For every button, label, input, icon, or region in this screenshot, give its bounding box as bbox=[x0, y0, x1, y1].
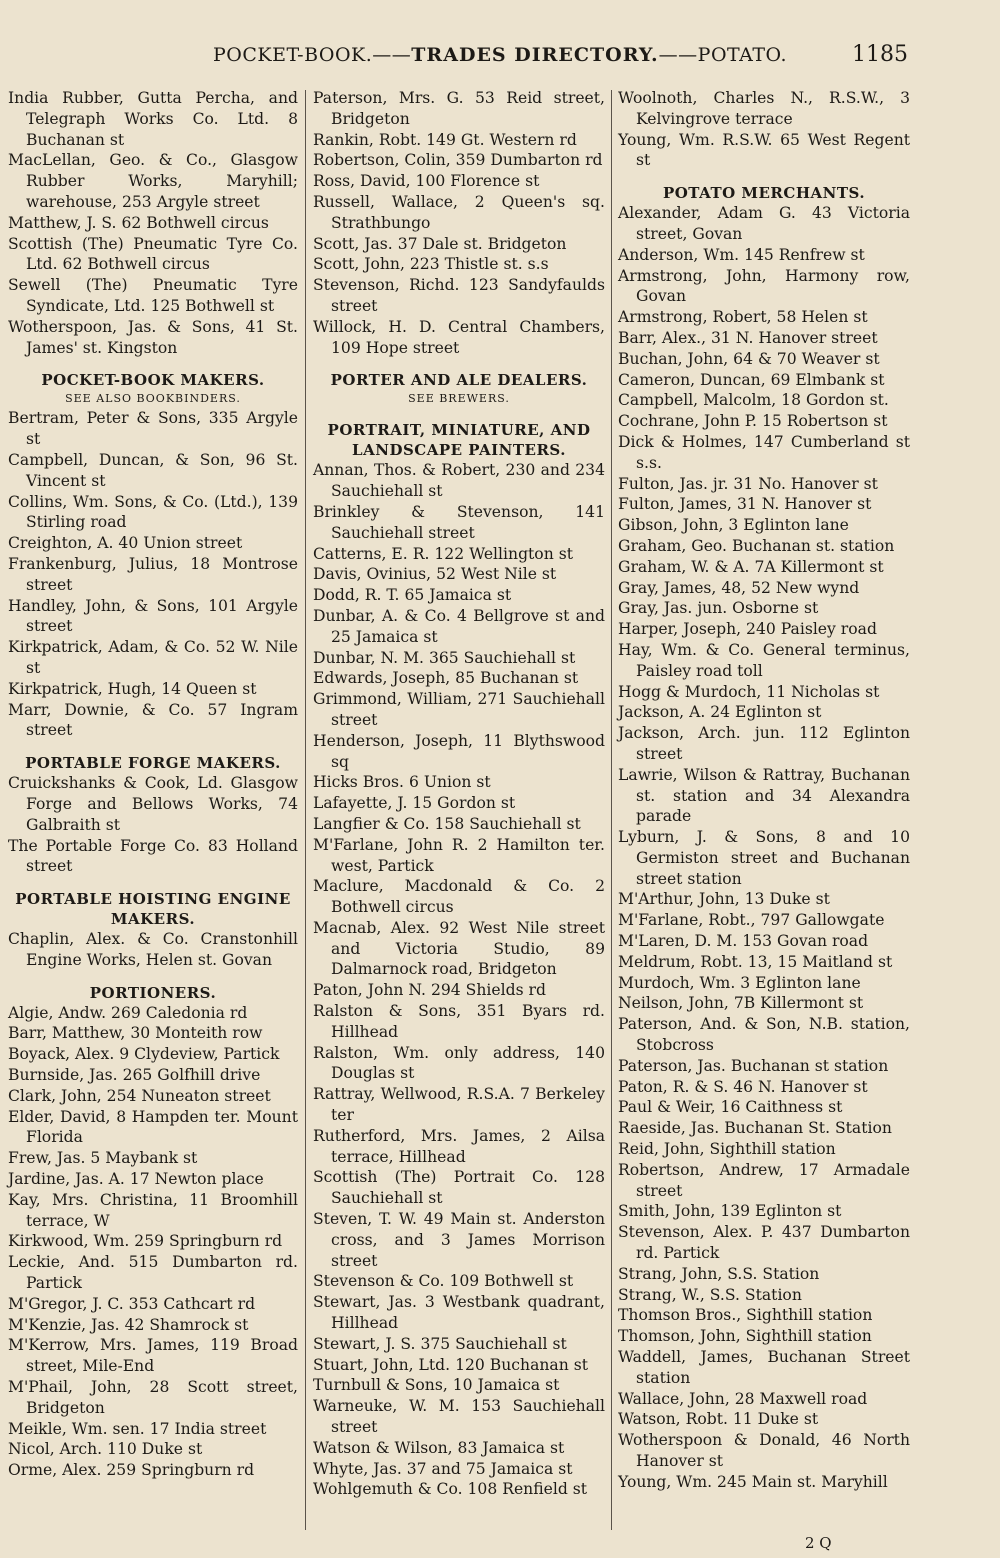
directory-entry: Rattray, Wellwood, R.S.A. 7 Berkeley ter bbox=[313, 1085, 605, 1125]
directory-entry: Collins, Wm. Sons, & Co. (Ltd.), 139 Stirling road bbox=[8, 492, 298, 532]
directory-entry: Paul & Weir, 16 Caithness st bbox=[618, 1098, 843, 1117]
column-rule bbox=[611, 90, 612, 1530]
directory-entry: Boyack, Alex. 9 Clydeview, Partick bbox=[8, 1045, 280, 1064]
directory-entry: Paterson, Jas. Buchanan st station bbox=[618, 1056, 889, 1075]
directory-entry: Strang, W., S.S. Station bbox=[618, 1285, 802, 1304]
directory-entry: Nicol, Arch. 110 Duke st bbox=[8, 1440, 203, 1459]
directory-entry: Harper, Joseph, 240 Paisley road bbox=[618, 620, 877, 639]
signature-mark: 2 Q bbox=[805, 1534, 832, 1552]
directory-entry: Robertson, Colin, 359 Dumbarton rd bbox=[313, 151, 603, 170]
directory-entry: Lyburn, J. & Sons, 8 and 10 Germiston street and Buchanan street station bbox=[618, 828, 910, 888]
directory-entry: Leckie, And. 515 Dumbarton rd. Partick bbox=[8, 1253, 298, 1293]
directory-entry: Edwards, Joseph, 85 Buchanan st bbox=[313, 669, 579, 688]
entry-list bbox=[8, 88, 298, 358]
directory-entry: Fulton, James, 31 N. Hanover st bbox=[618, 495, 872, 514]
directory-entry: Brinkley & Stevenson, 141 Sauchiehall street bbox=[313, 502, 605, 542]
directory-entry: Strang, John, S.S. Station bbox=[618, 1264, 820, 1283]
directory-entry: Warneuke, W. M. 153 Sauchiehall street bbox=[313, 1397, 605, 1437]
directory-entry: Wotherspoon, Jas. & Sons, 41 St. James' st. Kingston bbox=[8, 317, 298, 357]
directory-entry: Hicks Bros. 6 Union st bbox=[313, 773, 491, 792]
directory-entry: Alexander, Adam G. 43 Victoria street, Govan bbox=[618, 204, 910, 243]
directory-entry: Paton, R. & S. 46 N. Hanover st bbox=[618, 1077, 868, 1096]
directory-entry: Paterson, Mrs. G. 53 Reid street, Bridgeton bbox=[313, 89, 605, 128]
directory-entry: Waddell, James, Buchanan Street station bbox=[618, 1348, 910, 1387]
see-also-note: SEE BREWERS. bbox=[408, 392, 510, 406]
directory-entry: Hogg & Murdoch, 11 Nicholas st bbox=[618, 682, 880, 701]
entry-list bbox=[8, 1003, 298, 1481]
directory-entry: Stevenson & Co. 109 Bothwell st bbox=[313, 1272, 574, 1291]
directory-entry: Macnab, Alex. 92 West Nile street and Victoria Studio, 89 Dalmarnock road, Bridgeton bbox=[313, 918, 605, 979]
directory-entry: Dick & Holmes, 147 Cumberland st s.s. bbox=[618, 432, 910, 472]
header-right: ——POTATO. bbox=[658, 44, 788, 66]
directory-entry: Graham, W. & A. 7A Killermont st bbox=[618, 557, 884, 576]
directory-entry: M'Farlane, John R. 2 Hamilton ter. west, Partick bbox=[313, 835, 605, 875]
directory-entry: MacLellan, Geo. & Co., Glasgow Rubber Works, Maryhill; warehouse, 253 Argyle street bbox=[8, 151, 298, 211]
directory-entry: Whyte, Jas. 37 and 75 Jamaica st bbox=[313, 1459, 573, 1478]
directory-entry: Marr, Downie, & Co. 57 Ingram street bbox=[8, 700, 298, 740]
section-heading: POTATO MERCHANTS. bbox=[662, 184, 866, 203]
directory-entry: Burnside, Jas. 265 Golfhill drive bbox=[8, 1066, 261, 1085]
entry-list bbox=[8, 929, 298, 971]
directory-entry: M'Farlane, Robt., 797 Gallowgate bbox=[618, 911, 885, 930]
directory-entry: Barr, Alex., 31 N. Hanover street bbox=[618, 328, 878, 347]
directory-entry: Paton, John N. 294 Shields rd bbox=[313, 981, 546, 1000]
directory-entry: Frew, Jas. 5 Maybank st bbox=[8, 1149, 198, 1168]
directory-entry: Paterson, And. & Son, N.B. station, Stobcross bbox=[618, 1015, 910, 1055]
directory-entry: Anderson, Wm. 145 Renfrew st bbox=[618, 245, 865, 264]
directory-entry: M'Phail, John, 28 Scott street, Bridgeton bbox=[8, 1378, 298, 1417]
directory-entry: Young, Wm. 245 Main st. Maryhill bbox=[618, 1472, 888, 1491]
section-heading: POCKET-BOOK MAKERS. bbox=[41, 371, 265, 390]
directory-entry: Sewell (The) Pneumatic Tyre Syndicate, Ltd. 125 Bothwell st bbox=[8, 276, 298, 315]
section-heading: PORTRAIT, MINIATURE, AND LANDSCAPE PAINTERS. bbox=[327, 421, 591, 460]
directory-entry: M'Kerrow, Mrs. James, 119 Broad street, Mile-End bbox=[8, 1336, 298, 1376]
directory-entry: Matthew, J. S. 62 Bothwell circus bbox=[8, 213, 269, 232]
directory-entry: Willock, H. D. Central Chambers, 109 Hope street bbox=[313, 317, 605, 357]
directory-entry: Smith, John, 139 Eglinton st bbox=[618, 1202, 842, 1221]
column-rule bbox=[305, 90, 306, 1530]
directory-entry: Thomson Bros., Sighthill station bbox=[618, 1306, 873, 1325]
directory-entry: Watson & Wilson, 83 Jamaica st bbox=[313, 1438, 565, 1457]
running-header bbox=[0, 42, 1000, 76]
directory-entry: Turnbull & Sons, 10 Jamaica st bbox=[313, 1376, 560, 1395]
directory-entry: Ralston, Wm. only address, 140 Douglas st bbox=[313, 1043, 605, 1083]
entry-list bbox=[8, 773, 298, 877]
directory-entry: Dunbar, N. M. 365 Sauchiehall st bbox=[313, 648, 576, 667]
directory-entry: Robertson, Andrew, 17 Armadale street bbox=[618, 1160, 910, 1200]
directory-entry: Gibson, John, 3 Eglinton lane bbox=[618, 516, 849, 535]
column-2 bbox=[313, 88, 605, 1500]
directory-entry: Jardine, Jas. A. 17 Newton place bbox=[8, 1170, 264, 1189]
directory-entry: Scottish (The) Portrait Co. 128 Sauchiehall st bbox=[313, 1168, 605, 1208]
directory-entry: Reid, John, Sighthill station bbox=[618, 1140, 836, 1159]
section-heading: PORTIONERS. bbox=[89, 983, 217, 1002]
directory-entry: Dunbar, A. & Co. 4 Bellgrove st and 25 Jamaica st bbox=[313, 606, 605, 646]
directory-entry: Kay, Mrs. Christina, 11 Broomhill terrace, W bbox=[8, 1190, 298, 1230]
directory-entry: Young, Wm. R.S.W. 65 West Regent st bbox=[618, 130, 910, 170]
directory-entry: Hay, Wm. & Co. General terminus, Paisley road toll bbox=[618, 640, 910, 680]
page-number: 1185 bbox=[852, 42, 908, 67]
entry-list bbox=[618, 203, 910, 1492]
directory-entry: Lafayette, J. 15 Gordon st bbox=[313, 794, 516, 813]
header-left: POCKET-BOOK.—— bbox=[212, 44, 412, 66]
directory-entry: Grimmond, William, 271 Sauchiehall street bbox=[313, 690, 605, 729]
directory-entry: Henderson, Joseph, 11 Blythswood sq bbox=[313, 731, 605, 771]
directory-entry: Fulton, Jas. jr. 31 No. Hanover st bbox=[618, 474, 878, 493]
directory-entry: Meikle, Wm. sen. 17 India street bbox=[8, 1419, 267, 1438]
directory-entry: Campbell, Malcolm, 18 Gordon st. bbox=[618, 391, 889, 410]
directory-entry: Raeside, Jas. Buchanan St. Station bbox=[618, 1119, 892, 1138]
directory-entry: Armstrong, John, Harmony row, Govan bbox=[618, 266, 910, 306]
directory-entry: Orme, Alex. 259 Springburn rd bbox=[8, 1461, 255, 1480]
directory-entry: Rankin, Robt. 149 Gt. Western rd bbox=[313, 130, 577, 149]
directory-entry: Ralston & Sons, 351 Byars rd. Hillhead bbox=[313, 1002, 605, 1041]
directory-entry: Neilson, John, 7B Killermont st bbox=[618, 994, 864, 1013]
directory-entry: Watson, Robt. 11 Duke st bbox=[618, 1410, 819, 1429]
directory-entry: Barr, Matthew, 30 Monteith row bbox=[8, 1024, 263, 1043]
directory-entry: Frankenburg, Julius, 18 Montrose street bbox=[8, 554, 298, 594]
directory-entry: Rutherford, Mrs. James, 2 Ailsa terrace, Hillhead bbox=[313, 1126, 605, 1166]
directory-entry: Bertram, Peter & Sons, 335 Argyle st bbox=[8, 409, 298, 449]
directory-entry: Buchan, John, 64 & 70 Weaver st bbox=[618, 349, 880, 368]
directory-entry: Cochrane, John P. 15 Robertson st bbox=[618, 412, 888, 431]
directory-entry: Campbell, Duncan, & Son, 96 St. Vincent st bbox=[8, 450, 298, 490]
directory-entry: Jackson, A. 24 Eglinton st bbox=[618, 703, 822, 722]
directory-entry: Wohlgemuth & Co. 108 Renfield st bbox=[313, 1480, 588, 1499]
directory-entry: Scott, John, 223 Thistle st. s.s bbox=[313, 255, 549, 274]
directory-entry: Meldrum, Robt. 13, 15 Maitland st bbox=[618, 952, 893, 971]
directory-entry: Stevenson, Alex. P. 437 Dumbarton rd. Partick bbox=[618, 1223, 910, 1263]
directory-entry: Jackson, Arch. jun. 112 Eglinton street bbox=[618, 724, 910, 763]
directory-entry: Scott, Jas. 37 Dale st. Bridgeton bbox=[313, 234, 567, 253]
directory-entry: Russell, Wallace, 2 Queen's sq. Strathbungo bbox=[313, 192, 605, 232]
header-center: TRADES DIRECTORY. bbox=[411, 44, 659, 66]
section-heading: PORTABLE HOISTING ENGINE MAKERS. bbox=[15, 890, 291, 929]
directory-entry: Cameron, Duncan, 69 Elmbank st bbox=[618, 370, 885, 389]
directory-entry: The Portable Forge Co. 83 Holland street bbox=[8, 836, 298, 876]
directory-entry: Algie, Andw. 269 Caledonia rd bbox=[8, 1003, 248, 1022]
directory-entry: Gray, Jas. jun. Osborne st bbox=[618, 599, 819, 618]
directory-entry: Annan, Thos. & Robert, 230 and 234 Sauchiehall st bbox=[313, 461, 605, 501]
directory-entry: Lawrie, Wilson & Rattray, Buchanan st. station and 34 Alexandra parade bbox=[618, 765, 910, 826]
entry-list bbox=[618, 88, 910, 171]
directory-entry: Creighton, A. 40 Union street bbox=[8, 534, 243, 553]
directory-entry: Murdoch, Wm. 3 Eglinton lane bbox=[618, 973, 861, 992]
directory-entry: Handley, John, & Sons, 101 Argyle street bbox=[8, 596, 298, 636]
directory-entry: M'Arthur, John, 13 Duke st bbox=[618, 890, 830, 909]
directory-entry: Gray, James, 48, 52 New wynd bbox=[618, 578, 860, 597]
directory-entry: Wotherspoon & Donald, 46 North Hanover st bbox=[618, 1431, 910, 1470]
see-also-note: SEE ALSO BOOKBINDERS. bbox=[65, 392, 241, 406]
directory-entry: Langfier & Co. 158 Sauchiehall st bbox=[313, 814, 581, 833]
directory-entry: Steven, T. W. 49 Main st. Anderston cross, and 3 James Morrison street bbox=[313, 1210, 605, 1270]
directory-entry: Maclure, Macdonald & Co. 2 Bothwell circus bbox=[313, 877, 605, 917]
directory-entry: M'Gregor, J. C. 353 Cathcart rd bbox=[8, 1294, 256, 1313]
directory-entry: Scottish (The) Pneumatic Tyre Co. Ltd. 62 Bothwell circus bbox=[8, 234, 298, 274]
directory-entry: Graham, Geo. Buchanan st. station bbox=[618, 536, 895, 555]
entry-list bbox=[313, 460, 605, 1500]
directory-entry: Davis, Ovinius, 52 West Nile st bbox=[313, 565, 557, 584]
entry-list bbox=[313, 88, 605, 358]
column-1 bbox=[8, 88, 298, 1481]
directory-entry: Kirkwood, Wm. 259 Springburn rd bbox=[8, 1232, 283, 1251]
entry-list bbox=[8, 408, 298, 741]
directory-entry: Kirkpatrick, Hugh, 14 Queen st bbox=[8, 679, 257, 698]
directory-entry: Thomson, John, Sighthill station bbox=[618, 1327, 872, 1346]
directory-entry: Catterns, E. R. 122 Wellington st bbox=[313, 544, 573, 563]
directory-entry: Dodd, R. T. 65 Jamaica st bbox=[313, 586, 512, 605]
directory-entry: Chaplin, Alex. & Co. Cranstonhill Engine Works, Helen st. Govan bbox=[8, 930, 298, 969]
directory-entry: Woolnoth, Charles N., R.S.W., 3 Kelvingrove terrace bbox=[618, 89, 910, 128]
directory-entry: Stuart, John, Ltd. 120 Buchanan st bbox=[313, 1355, 588, 1374]
directory-entry: Cruickshanks & Cook, Ld. Glasgow Forge and Bellows Works, 74 Galbraith st bbox=[8, 774, 298, 834]
directory-entry: M'Laren, D. M. 153 Govan road bbox=[618, 932, 869, 951]
section-heading: PORTABLE FORGE MAKERS. bbox=[25, 754, 281, 773]
directory-entry: Stewart, J. S. 375 Sauchiehall st bbox=[313, 1334, 567, 1353]
directory-entry: M'Kenzie, Jas. 42 Shamrock st bbox=[8, 1315, 249, 1334]
column-3 bbox=[618, 88, 910, 1493]
section-heading: PORTER AND ALE DEALERS. bbox=[330, 371, 588, 390]
directory-entry: Wallace, John, 28 Maxwell road bbox=[618, 1389, 868, 1408]
directory-entry: Ross, David, 100 Florence st bbox=[313, 172, 540, 191]
directory-entry: Clark, John, 254 Nuneaton street bbox=[8, 1086, 271, 1105]
directory-entry: India Rubber, Gutta Percha, and Telegraph Works Co. Ltd. 8 Buchanan st bbox=[8, 89, 298, 149]
header-title bbox=[0, 44, 1000, 66]
directory-entry: Armstrong, Robert, 58 Helen st bbox=[618, 308, 868, 327]
directory-entry: Elder, David, 8 Hampden ter. Mount Florida bbox=[8, 1107, 298, 1147]
directory-entry: Stevenson, Richd. 123 Sandyfaulds street bbox=[313, 276, 605, 315]
directory-entry: Stewart, Jas. 3 Westbank quadrant, Hillhead bbox=[313, 1293, 605, 1333]
directory-entry: Kirkpatrick, Adam, & Co. 52 W. Nile st bbox=[8, 638, 298, 677]
